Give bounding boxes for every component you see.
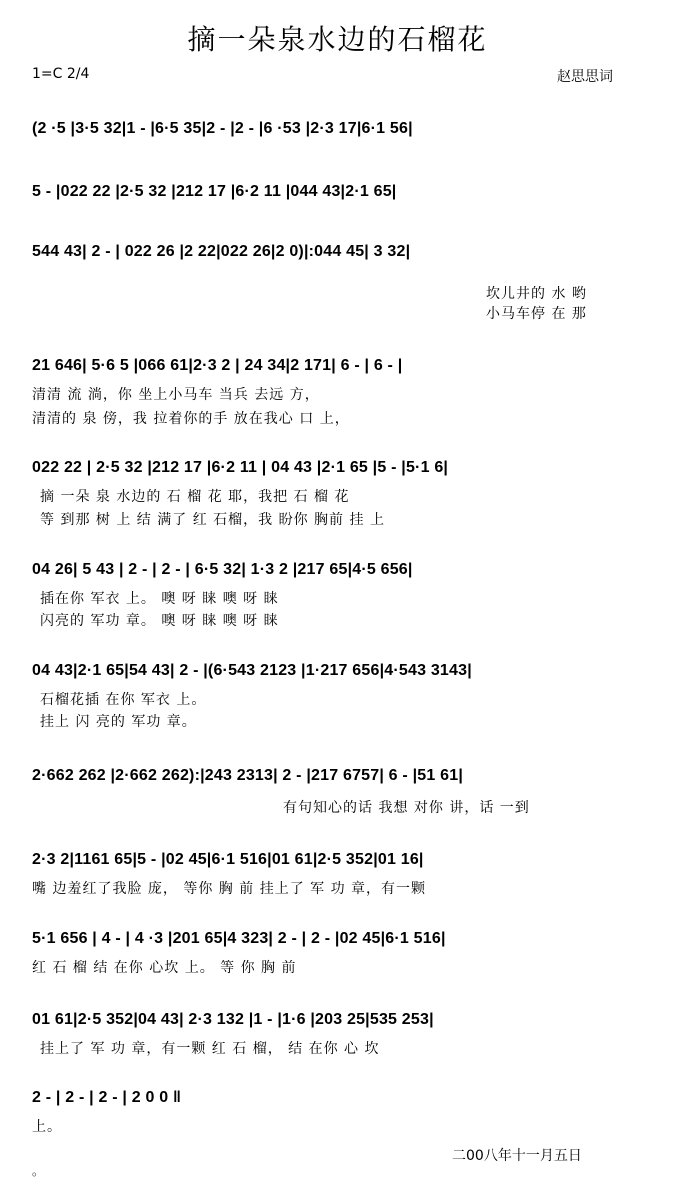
score-line-10: 5·1 656 | 4 - | 4 ·3 |201 65|4 323| 2 - | 2 - |02 45|6·1 516| [32, 930, 446, 947]
lyric-line-4a: 清清 流 淌，你 坐上小马车 当兵 去远 方， [32, 387, 320, 403]
lyric-line-4b: 清清的 泉 傍，我 拉着你的手 放在我心 口 上， [32, 411, 350, 427]
lyric-line-7a: 石榴花插 在你 军衣 上。 [40, 692, 207, 708]
score-line-9: 2·3 2|1161 65|5 - |02 45|6·1 516|01 61|2·5 352|01 16| [32, 851, 424, 868]
score-line-8: 2·662 262 |2·662 262):|243 2313| 2 - |217 6757| 6 - |51 61| [32, 767, 463, 784]
lyric-line-3b: 小马车停 在 那 [486, 306, 587, 322]
score-line-11: 01 61|2·5 352|04 43| 2·3 132 |1 - |1·6 |203 25|535 253| [32, 1011, 434, 1028]
key-signature: 1=C 2/4 [32, 66, 90, 82]
lyric-line-5b: 等 到那 树 上 结 满了 红 石榴，我 盼你 胸前 挂 上 [40, 512, 385, 528]
lyric-line-6b: 闪亮的 军功 章。 噢 呀 睐 噢 呀 睐 [40, 613, 279, 629]
date-stamp: 二00八年十一月五日 [452, 1148, 582, 1164]
score-line-5: 022 22 | 2·5 32 |212 17 |6·2 11 | 04 43 |2·1 65 |5 - |5·1 6| [32, 459, 449, 476]
lyric-line-5a: 摘 一朵 泉 水边的 石 榴 花 耶，我把 石 榴 花 [40, 489, 350, 505]
lyric-line-3a: 坎儿井的 水 哟 [486, 286, 587, 302]
score-line-12: 2 - | 2 - | 2 - | 2 0 0 ‖ [32, 1089, 182, 1106]
score-line-3: 544 43| 2 - | 022 26 |2 22|022 26|2 0)|:044 45| 3 32| [32, 243, 411, 260]
lyric-line-7b: 挂上 闪 亮的 军功 章。 [40, 714, 197, 730]
score-line-2: 5 - |022 22 |2·5 32 |212 17 |6·2 11 |044 43|2·1 65| [32, 183, 397, 200]
lyric-line-10: 红 石 榴 结 在你 心坎 上。 等 你 胸 前 [32, 960, 297, 976]
lyric-line-12: 上。 [32, 1119, 62, 1135]
lyric-line-9: 嘴 边羞红了我脸 庞， 等你 胸 前 挂上了 军 功 章，有一颗 [32, 881, 427, 897]
score-line-7: 04 43|2·1 65|54 43| 2 - |(6·543 2123 |1·217 656|4·543 3143| [32, 662, 472, 679]
lyricist-credit: 赵思思词 [557, 69, 613, 85]
score-line-4: 21 646| 5·6 5 |066 61|2·3 2 | 24 34|2 171| 6 - | 6 - | [32, 357, 403, 374]
lyric-line-11: 挂上了 军 功 章，有一颗 红 石 榴， 结 在你 心 坎 [40, 1041, 380, 1057]
score-line-1: (2 ·5 |3·5 32|1 - |6·5 35|2 - |2 - |6 ·53 |2·3 17|6·1 56| [32, 120, 413, 137]
lyric-line-6a: 插在你 军衣 上。 噢 呀 睐 噢 呀 睐 [40, 591, 279, 607]
lyric-line-8: 有句知心的话 我想 对你 讲，话 一到 [283, 800, 530, 816]
score-line-6: 04 26| 5 43 | 2 - | 2 - | 6·5 32| 1·3 2 |217 65|4·5 656| [32, 561, 413, 578]
trailing-mark: 。 [32, 1164, 45, 1178]
song-title: 摘一朵泉水边的石榴花 [187, 23, 488, 56]
